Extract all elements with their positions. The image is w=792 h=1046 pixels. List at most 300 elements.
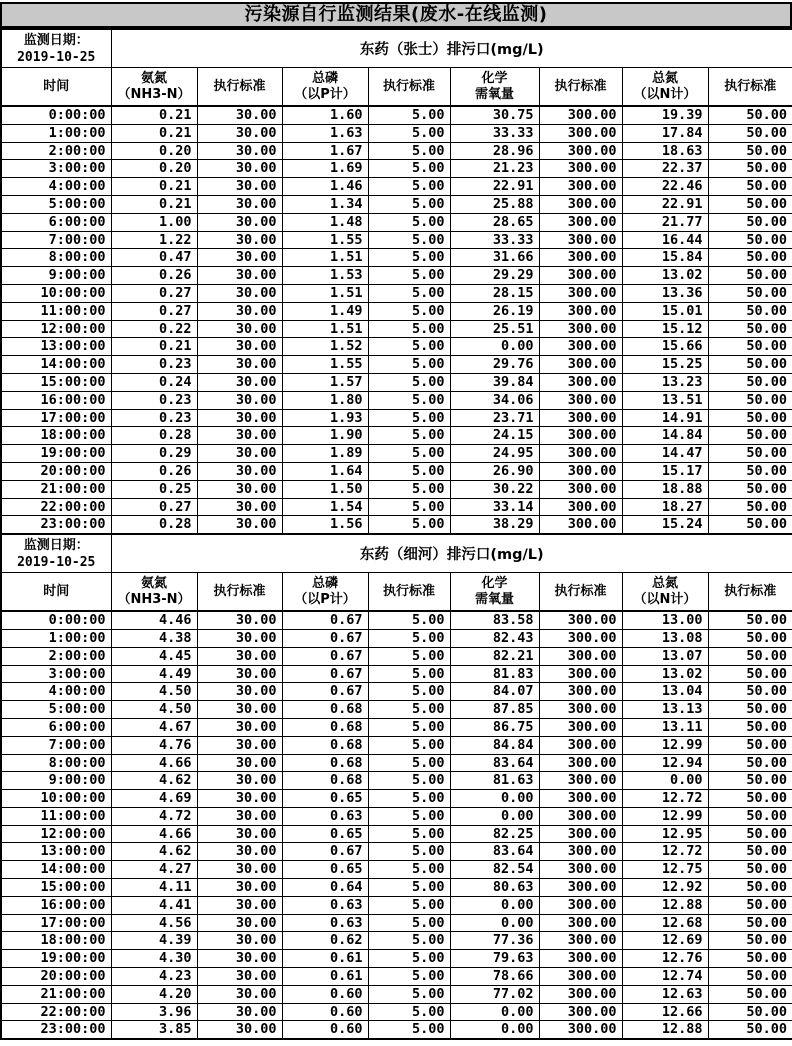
cell-total-p-standard: 5.00 [368, 213, 450, 231]
cell-cod: 33.33 [450, 124, 539, 142]
cell-nh3n-standard: 30.00 [197, 825, 282, 843]
cell-cod: 78.66 [450, 968, 539, 986]
cell-cod-standard: 300.00 [539, 665, 622, 683]
cell-total-n: 13.36 [622, 284, 708, 302]
cell-cod: 30.22 [450, 480, 539, 498]
cell-total-p-standard: 5.00 [368, 790, 450, 808]
col-header-line1: 执行标准 [213, 583, 266, 599]
cell-total-p: 0.60 [282, 1003, 368, 1021]
cell-total-p-standard: 5.00 [368, 736, 450, 754]
cell-cod-standard: 300.00 [539, 683, 622, 701]
cell-time: 7:00:00 [1, 736, 111, 754]
cell-total-n-standard: 50.00 [708, 1021, 792, 1039]
col-header-total-n-standard [708, 573, 792, 612]
cell-total-n-standard: 50.00 [708, 790, 792, 808]
col-header-line1: 执行标准 [724, 583, 777, 599]
cell-nh3n: 0.21 [111, 106, 197, 124]
data-row [1, 914, 792, 932]
cell-nh3n: 0.20 [111, 160, 197, 178]
cell-time: 1:00:00 [1, 124, 111, 142]
cell-cod-standard: 300.00 [539, 498, 622, 516]
data-row [1, 409, 792, 427]
cell-total-n: 14.47 [622, 445, 708, 463]
cell-cod: 39.84 [450, 373, 539, 391]
cell-cod-standard: 300.00 [539, 879, 622, 897]
cell-cod-standard: 300.00 [539, 861, 622, 879]
cell-nh3n: 0.20 [111, 142, 197, 160]
cell-total-p-standard: 5.00 [368, 462, 450, 480]
cell-total-p-standard: 5.00 [368, 950, 450, 968]
cell-total-p-standard: 5.00 [368, 807, 450, 825]
cell-total-p-standard: 5.00 [368, 683, 450, 701]
cell-total-p: 0.68 [282, 772, 368, 790]
cell-total-n-standard: 50.00 [708, 231, 792, 249]
data-row [1, 790, 792, 808]
cell-cod-standard: 300.00 [539, 267, 622, 285]
cell-total-n: 18.63 [622, 142, 708, 160]
cell-cod-standard: 300.00 [539, 106, 622, 124]
cell-time: 6:00:00 [1, 718, 111, 736]
cell-total-p: 0.64 [282, 879, 368, 897]
cell-nh3n-standard: 30.00 [197, 665, 282, 683]
cell-total-n: 13.23 [622, 373, 708, 391]
cell-nh3n: 4.56 [111, 914, 197, 932]
col-header-line1: 执行标准 [382, 583, 435, 599]
cell-total-n-standard: 50.00 [708, 611, 792, 629]
cell-total-p-standard: 5.00 [368, 498, 450, 516]
cell-nh3n-standard: 30.00 [197, 629, 282, 647]
cell-cod: 87.85 [450, 701, 539, 719]
cell-cod: 34.06 [450, 391, 539, 409]
cell-total-n: 12.74 [622, 968, 708, 986]
cell-total-p-standard: 5.00 [368, 754, 450, 772]
cell-nh3n: 0.26 [111, 267, 197, 285]
cell-nh3n: 4.41 [111, 896, 197, 914]
cell-total-p-standard: 5.00 [368, 373, 450, 391]
cell-total-n: 12.66 [622, 1003, 708, 1021]
col-header-line1: 执行标准 [554, 583, 607, 599]
cell-cod-standard: 300.00 [539, 480, 622, 498]
cell-total-p: 1.50 [282, 480, 368, 498]
cell-total-p: 1.56 [282, 516, 368, 534]
cell-nh3n-standard: 30.00 [197, 320, 282, 338]
data-row [1, 231, 792, 249]
cell-total-n-standard: 50.00 [708, 267, 792, 285]
cell-total-n: 12.63 [622, 985, 708, 1003]
cell-total-n: 19.39 [622, 106, 708, 124]
cell-total-n: 18.88 [622, 480, 708, 498]
cell-total-n: 12.88 [622, 896, 708, 914]
cell-cod-standard: 300.00 [539, 701, 622, 719]
cell-nh3n-standard: 30.00 [197, 985, 282, 1003]
cell-total-p-standard: 5.00 [368, 409, 450, 427]
col-header-line2: （以N计） [633, 86, 697, 102]
col-header-line1: 执行标准 [554, 78, 607, 94]
cell-total-p: 1.93 [282, 409, 368, 427]
cell-cod-standard: 300.00 [539, 320, 622, 338]
data-row [1, 985, 792, 1003]
col-header-line2: （NH3-N） [117, 86, 191, 102]
cell-cod-standard: 300.00 [539, 790, 622, 808]
cell-total-n-standard: 50.00 [708, 320, 792, 338]
cell-total-p: 1.67 [282, 142, 368, 160]
col-header-line1: 执行标准 [724, 78, 777, 94]
cell-nh3n: 0.22 [111, 320, 197, 338]
cell-nh3n: 1.00 [111, 213, 197, 231]
cell-total-p-standard: 5.00 [368, 701, 450, 719]
data-row [1, 480, 792, 498]
cell-time: 23:00:00 [1, 516, 111, 534]
cell-nh3n-standard: 30.00 [197, 879, 282, 897]
cell-nh3n-standard: 30.00 [197, 790, 282, 808]
cell-total-p: 1.53 [282, 267, 368, 285]
cell-nh3n-standard: 30.00 [197, 284, 282, 302]
data-row [1, 932, 792, 950]
cell-total-p: 1.57 [282, 373, 368, 391]
cell-total-n-standard: 50.00 [708, 213, 792, 231]
cell-total-n: 21.77 [622, 213, 708, 231]
cell-time: 13:00:00 [1, 338, 111, 356]
data-row [1, 807, 792, 825]
cell-total-p-standard: 5.00 [368, 647, 450, 665]
cell-time: 4:00:00 [1, 683, 111, 701]
cell-total-n: 15.01 [622, 302, 708, 320]
cell-nh3n-standard: 30.00 [197, 124, 282, 142]
cell-cod: 25.51 [450, 320, 539, 338]
cell-cod: 22.91 [450, 178, 539, 196]
cell-time: 17:00:00 [1, 409, 111, 427]
cell-time: 22:00:00 [1, 498, 111, 516]
data-row [1, 736, 792, 754]
column-header-row [1, 573, 792, 612]
cell-nh3n: 4.20 [111, 985, 197, 1003]
data-row [1, 516, 792, 534]
cell-cod-standard: 300.00 [539, 178, 622, 196]
cell-total-p-standard: 5.00 [368, 106, 450, 124]
cell-total-n: 12.69 [622, 932, 708, 950]
cell-nh3n-standard: 30.00 [197, 160, 282, 178]
cell-total-n: 15.24 [622, 516, 708, 534]
data-row [1, 611, 792, 629]
cell-total-n: 12.95 [622, 825, 708, 843]
cell-total-p: 0.61 [282, 968, 368, 986]
cell-total-p-standard: 5.00 [368, 629, 450, 647]
cell-total-p: 1.54 [282, 498, 368, 516]
cell-cod-standard: 300.00 [539, 142, 622, 160]
cell-cod-standard: 300.00 [539, 284, 622, 302]
data-row [1, 195, 792, 213]
cell-time: 11:00:00 [1, 807, 111, 825]
cell-total-p-standard: 5.00 [368, 124, 450, 142]
cell-total-p: 1.51 [282, 249, 368, 267]
cell-total-p-standard: 5.00 [368, 267, 450, 285]
cell-time: 19:00:00 [1, 950, 111, 968]
cell-cod-standard: 300.00 [539, 896, 622, 914]
section-header-row [1, 29, 792, 68]
cell-total-p-standard: 5.00 [368, 480, 450, 498]
col-header-total-p [282, 573, 368, 612]
cell-nh3n-standard: 30.00 [197, 427, 282, 445]
cell-nh3n-standard: 30.00 [197, 772, 282, 790]
column-header-row [1, 68, 792, 107]
cell-time: 4:00:00 [1, 178, 111, 196]
cell-total-p: 0.63 [282, 896, 368, 914]
cell-total-n: 12.68 [622, 914, 708, 932]
cell-total-p-standard: 5.00 [368, 932, 450, 950]
cell-nh3n-standard: 30.00 [197, 249, 282, 267]
cell-time: 7:00:00 [1, 231, 111, 249]
date-value: 2019-10-25 [17, 49, 96, 65]
cell-total-p-standard: 5.00 [368, 195, 450, 213]
cell-total-n: 15.25 [622, 356, 708, 374]
data-row [1, 267, 792, 285]
col-header-line1: 总氮 [651, 70, 678, 86]
data-row [1, 284, 792, 302]
data-row [1, 683, 792, 701]
cell-time: 8:00:00 [1, 754, 111, 772]
cell-total-p: 1.52 [282, 338, 368, 356]
cell-nh3n: 4.66 [111, 754, 197, 772]
data-row [1, 772, 792, 790]
cell-total-p-standard: 5.00 [368, 356, 450, 374]
cell-total-p: 0.63 [282, 914, 368, 932]
data-row [1, 213, 792, 231]
cell-total-n: 12.75 [622, 861, 708, 879]
cell-total-n-standard: 50.00 [708, 498, 792, 516]
cell-total-p: 1.55 [282, 356, 368, 374]
cell-nh3n-standard: 30.00 [197, 932, 282, 950]
cell-total-p-standard: 5.00 [368, 516, 450, 534]
col-header-cod [450, 68, 539, 107]
cell-total-p-standard: 5.00 [368, 445, 450, 463]
cell-cod-standard: 300.00 [539, 950, 622, 968]
cell-nh3n-standard: 30.00 [197, 896, 282, 914]
cell-nh3n: 0.27 [111, 302, 197, 320]
cell-nh3n: 4.66 [111, 825, 197, 843]
cell-nh3n: 0.23 [111, 409, 197, 427]
cell-total-n-standard: 50.00 [708, 195, 792, 213]
cell-total-n: 15.17 [622, 462, 708, 480]
cell-cod: 77.36 [450, 932, 539, 950]
cell-cod-standard: 300.00 [539, 409, 622, 427]
cell-total-n: 14.91 [622, 409, 708, 427]
data-row [1, 665, 792, 683]
cell-total-n-standard: 50.00 [708, 932, 792, 950]
cell-total-n-standard: 50.00 [708, 373, 792, 391]
cell-nh3n-standard: 30.00 [197, 480, 282, 498]
cell-cod: 79.63 [450, 950, 539, 968]
cell-time: 23:00:00 [1, 1021, 111, 1039]
cell-time: 21:00:00 [1, 985, 111, 1003]
cell-nh3n: 0.21 [111, 195, 197, 213]
cell-total-p-standard: 5.00 [368, 249, 450, 267]
data-row [1, 338, 792, 356]
cell-total-n-standard: 50.00 [708, 968, 792, 986]
cell-total-p: 1.80 [282, 391, 368, 409]
cell-total-p: 0.67 [282, 665, 368, 683]
cell-total-n-standard: 50.00 [708, 356, 792, 374]
cell-cod-standard: 300.00 [539, 391, 622, 409]
data-row [1, 498, 792, 516]
cell-cod: 82.25 [450, 825, 539, 843]
cell-nh3n-standard: 30.00 [197, 914, 282, 932]
col-header-line1: 时间 [43, 583, 70, 599]
cell-nh3n-standard: 30.00 [197, 267, 282, 285]
cell-total-n-standard: 50.00 [708, 718, 792, 736]
data-row [1, 1021, 792, 1039]
cell-total-p: 0.68 [282, 754, 368, 772]
cell-cod: 82.54 [450, 861, 539, 879]
cell-cod-standard: 300.00 [539, 338, 622, 356]
cell-nh3n: 4.39 [111, 932, 197, 950]
cell-time: 5:00:00 [1, 195, 111, 213]
cell-total-p: 0.65 [282, 825, 368, 843]
cell-total-n-standard: 50.00 [708, 142, 792, 160]
cell-cod: 82.21 [450, 647, 539, 665]
col-header-line1: 氨氮 [140, 70, 167, 86]
cell-total-n-standard: 50.00 [708, 843, 792, 861]
cell-time: 10:00:00 [1, 790, 111, 808]
cell-nh3n-standard: 30.00 [197, 754, 282, 772]
cell-total-p: 0.65 [282, 861, 368, 879]
cell-total-p: 1.63 [282, 124, 368, 142]
cell-total-n: 12.99 [622, 736, 708, 754]
cell-total-n-standard: 50.00 [708, 896, 792, 914]
data-row [1, 124, 792, 142]
cell-time: 16:00:00 [1, 896, 111, 914]
cell-cod: 84.84 [450, 736, 539, 754]
cell-cod: 84.07 [450, 683, 539, 701]
cell-total-n: 13.13 [622, 701, 708, 719]
cell-total-p-standard: 5.00 [368, 427, 450, 445]
data-row [1, 178, 792, 196]
cell-total-n-standard: 50.00 [708, 754, 792, 772]
cell-time: 22:00:00 [1, 1003, 111, 1021]
cell-time: 8:00:00 [1, 249, 111, 267]
cell-nh3n-standard: 30.00 [197, 843, 282, 861]
cell-total-n-standard: 50.00 [708, 124, 792, 142]
col-header-line1: 化学 [481, 575, 508, 591]
col-header-line1: 总磷 [311, 575, 338, 591]
cell-cod-standard: 300.00 [539, 231, 622, 249]
cell-nh3n: 4.62 [111, 772, 197, 790]
col-header-line1: 总氮 [651, 575, 678, 591]
cell-total-p-standard: 5.00 [368, 968, 450, 986]
col-header-cod-standard [539, 573, 622, 612]
cell-time: 2:00:00 [1, 647, 111, 665]
cell-nh3n-standard: 30.00 [197, 409, 282, 427]
col-header-total-n-standard [708, 68, 792, 107]
cell-total-p-standard: 5.00 [368, 231, 450, 249]
cell-time: 12:00:00 [1, 825, 111, 843]
cell-cod: 82.43 [450, 629, 539, 647]
date-label: 监测日期： [23, 537, 89, 553]
cell-cod: 33.14 [450, 498, 539, 516]
col-header-total-n [622, 68, 708, 107]
cell-cod-standard: 300.00 [539, 754, 622, 772]
cell-total-n: 15.84 [622, 249, 708, 267]
col-header-line2: （以P计） [294, 86, 356, 102]
cell-cod: 0.00 [450, 807, 539, 825]
cell-nh3n: 4.69 [111, 790, 197, 808]
data-row [1, 142, 792, 160]
cell-nh3n-standard: 30.00 [197, 701, 282, 719]
cell-total-p: 0.61 [282, 950, 368, 968]
cell-total-n: 14.84 [622, 427, 708, 445]
cell-cod-standard: 300.00 [539, 611, 622, 629]
cell-nh3n: 4.23 [111, 968, 197, 986]
col-header-line2: 需氧量 [474, 86, 514, 102]
cell-nh3n: 4.38 [111, 629, 197, 647]
cell-nh3n: 1.22 [111, 231, 197, 249]
cell-total-n: 22.46 [622, 178, 708, 196]
cell-total-p: 0.60 [282, 985, 368, 1003]
monitoring-table [0, 28, 792, 1040]
cell-total-n: 13.08 [622, 629, 708, 647]
cell-total-n-standard: 50.00 [708, 302, 792, 320]
cell-time: 16:00:00 [1, 391, 111, 409]
cell-nh3n: 4.49 [111, 665, 197, 683]
data-row [1, 861, 792, 879]
data-row [1, 825, 792, 843]
cell-total-n-standard: 50.00 [708, 985, 792, 1003]
cell-nh3n: 0.24 [111, 373, 197, 391]
cell-total-p-standard: 5.00 [368, 142, 450, 160]
cell-total-n-standard: 50.00 [708, 178, 792, 196]
cell-total-p-standard: 5.00 [368, 772, 450, 790]
cell-total-p: 1.48 [282, 213, 368, 231]
cell-cod-standard: 300.00 [539, 1003, 622, 1021]
data-row [1, 647, 792, 665]
data-row [1, 445, 792, 463]
cell-time: 18:00:00 [1, 427, 111, 445]
cell-total-n-standard: 50.00 [708, 879, 792, 897]
cell-cod-standard: 300.00 [539, 985, 622, 1003]
cell-nh3n-standard: 30.00 [197, 356, 282, 374]
cell-nh3n: 4.45 [111, 647, 197, 665]
col-header-line1: 执行标准 [382, 78, 435, 94]
cell-cod-standard: 300.00 [539, 718, 622, 736]
cell-total-p: 0.67 [282, 843, 368, 861]
cell-total-n-standard: 50.00 [708, 462, 792, 480]
cell-total-n-standard: 50.00 [708, 629, 792, 647]
cell-nh3n: 4.50 [111, 701, 197, 719]
cell-total-p: 1.89 [282, 445, 368, 463]
cell-total-p: 0.63 [282, 807, 368, 825]
cell-total-p: 0.68 [282, 701, 368, 719]
cell-total-p-standard: 5.00 [368, 1003, 450, 1021]
cell-total-p-standard: 5.00 [368, 611, 450, 629]
cell-cod-standard: 300.00 [539, 647, 622, 665]
col-header-line1: 执行标准 [213, 78, 266, 94]
cell-total-p: 1.51 [282, 284, 368, 302]
col-header-line2: （以N计） [633, 591, 697, 607]
cell-total-n: 17.84 [622, 124, 708, 142]
cell-nh3n-standard: 30.00 [197, 142, 282, 160]
cell-total-n: 12.94 [622, 754, 708, 772]
cell-cod-standard: 300.00 [539, 914, 622, 932]
cell-total-n: 13.02 [622, 267, 708, 285]
data-row [1, 356, 792, 374]
cell-cod-standard: 300.00 [539, 302, 622, 320]
cell-total-n-standard: 50.00 [708, 284, 792, 302]
cell-nh3n-standard: 30.00 [197, 231, 282, 249]
section-header-row [1, 534, 792, 573]
cell-total-n: 13.07 [622, 647, 708, 665]
cell-cod-standard: 300.00 [539, 124, 622, 142]
cell-time: 3:00:00 [1, 665, 111, 683]
cell-cod: 25.88 [450, 195, 539, 213]
